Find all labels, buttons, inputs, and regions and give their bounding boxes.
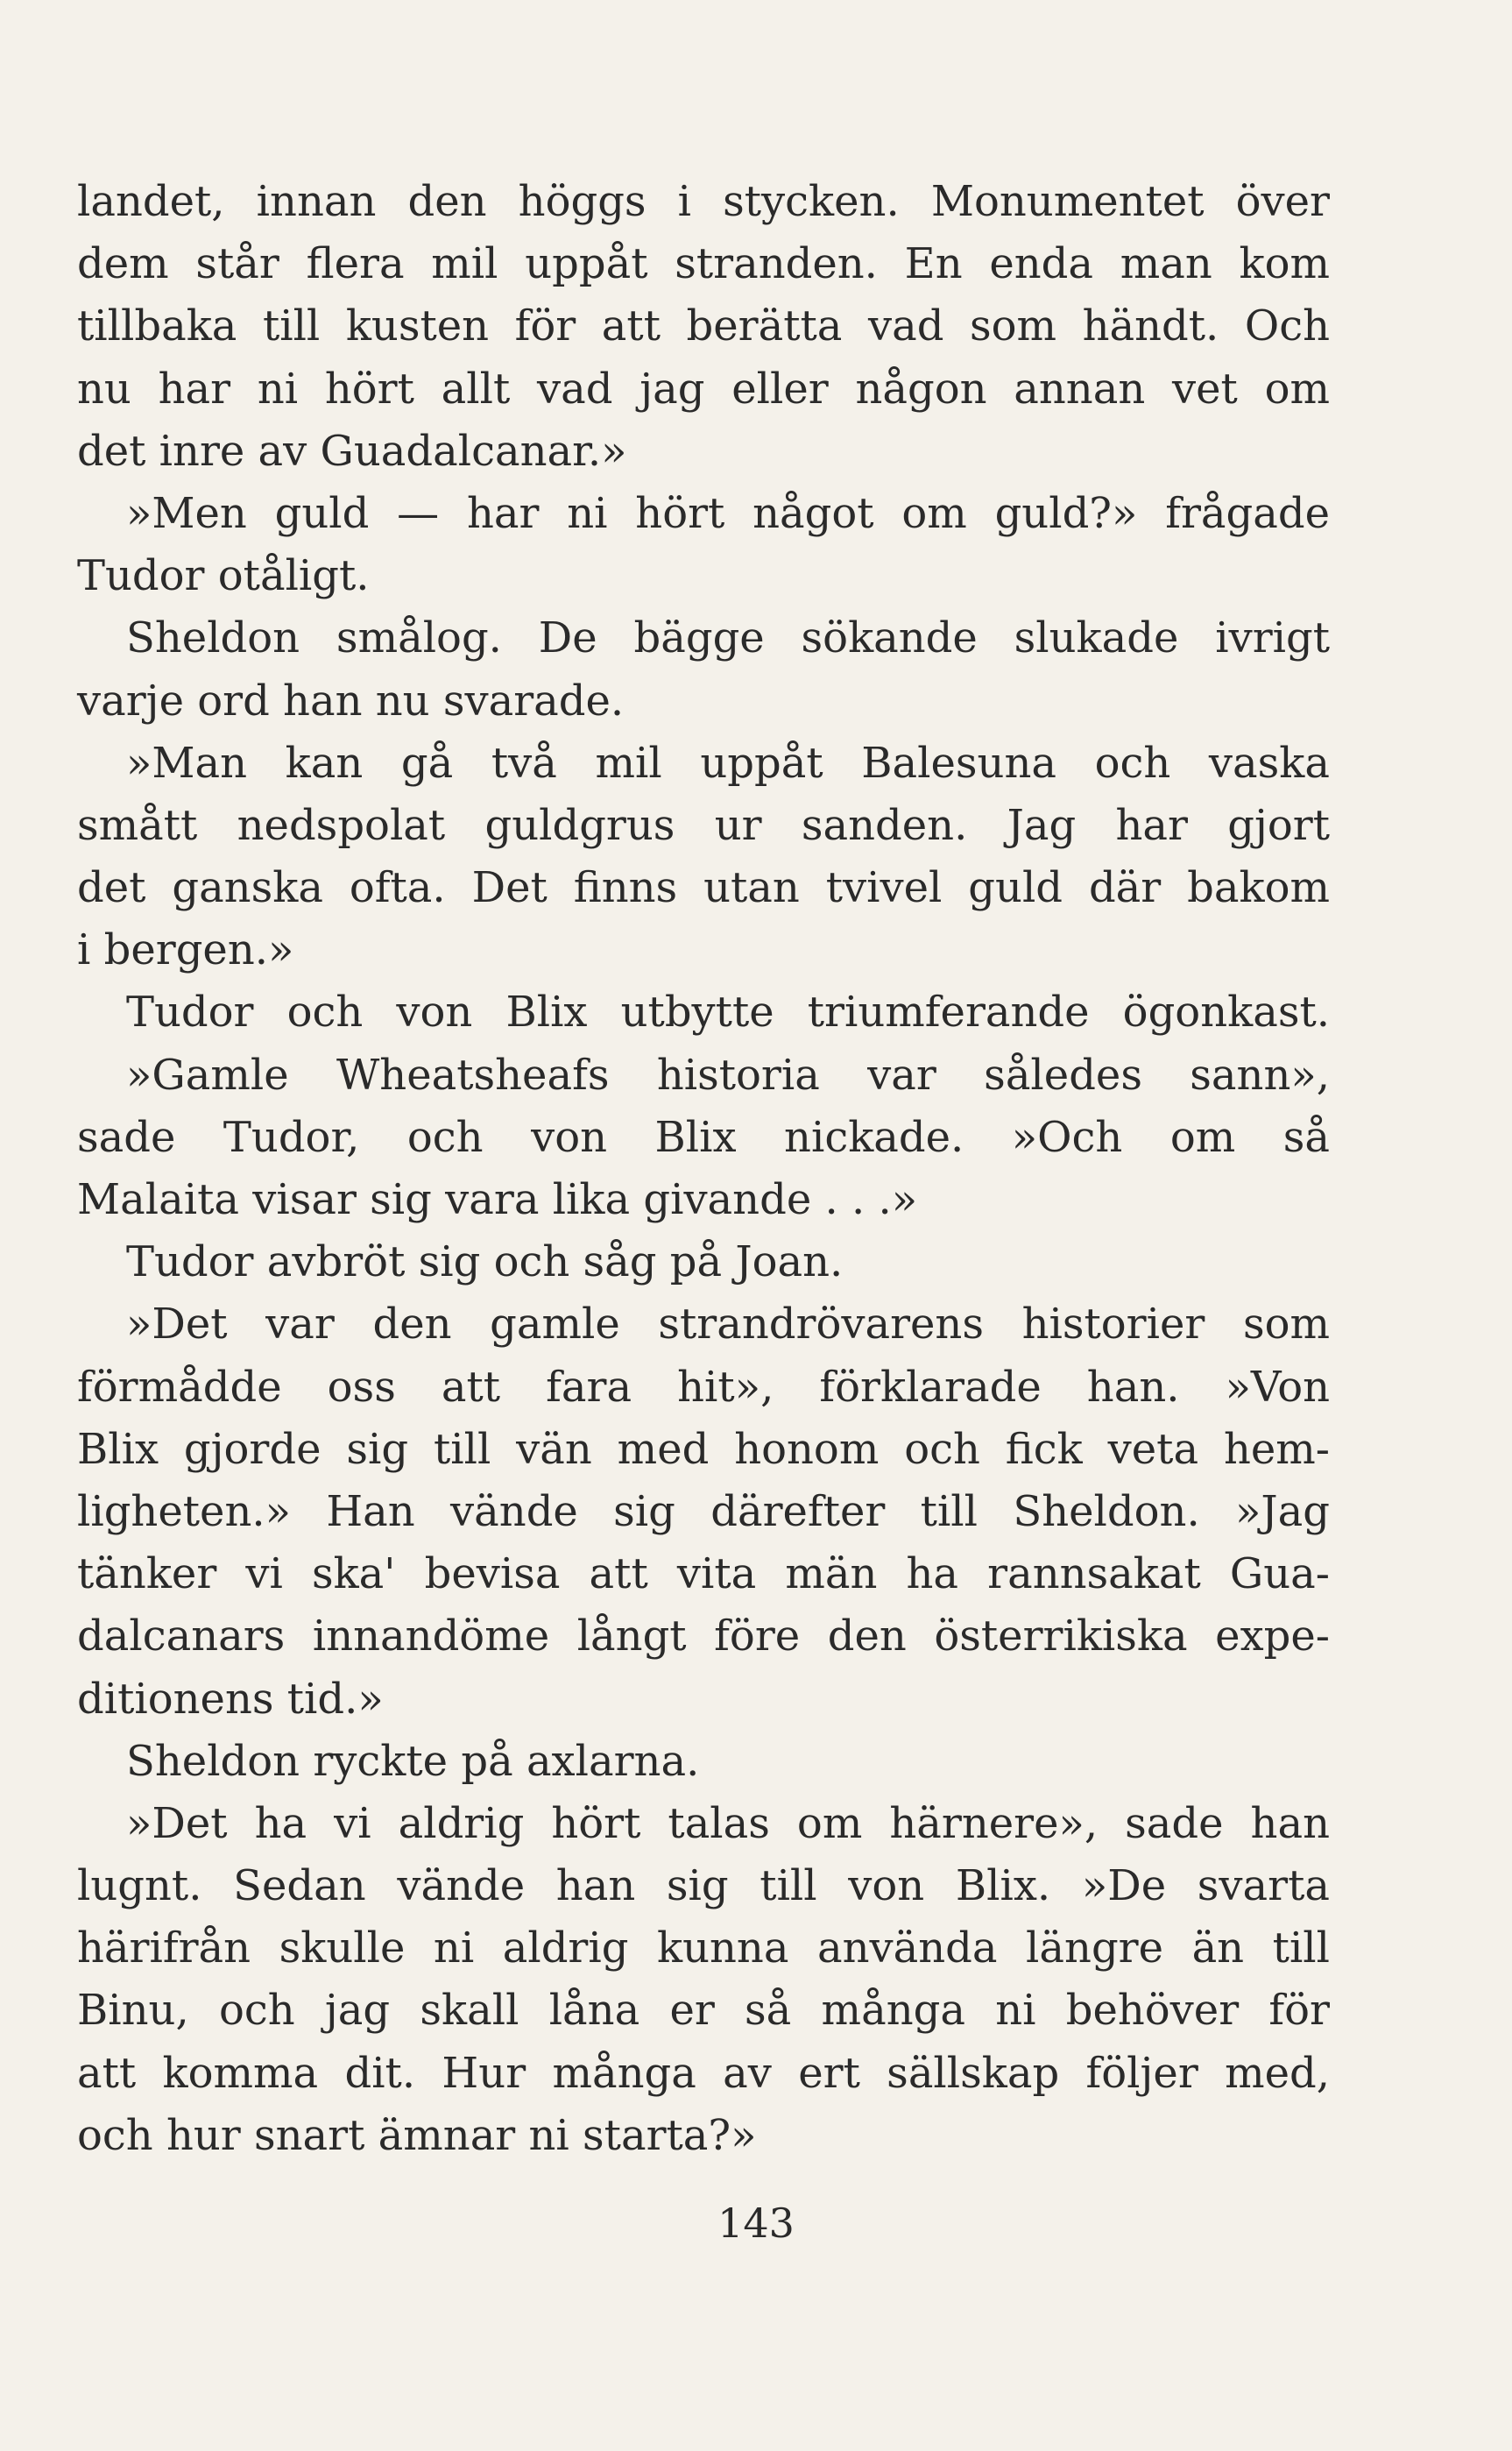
text-line: tänker vi ska' bevisa att vita män ha rannsakat Gua-: [77, 1549, 1330, 1599]
text-line: Malaita visar sig vara lika givande . . .»: [77, 1175, 918, 1224]
text-line: härifrån skulle ni aldrig kunna använda längre än till: [77, 1923, 1330, 1973]
text-line: »Men guld — har ni hört något om guld?» frågade: [126, 488, 1330, 538]
text-line: varje ord han nu svarade.: [77, 676, 625, 726]
text-line: Tudor och von Blix utbytte triumferande ögonkast.: [126, 988, 1330, 1038]
text-line: Sheldon smålog. De bägge sökande slukade ivrigt: [126, 613, 1330, 663]
text-line: »Gamle Wheatsheafs historia var således sann»,: [126, 1050, 1330, 1100]
text-line: Blix gjorde sig till vän med honom och fick veta hem-: [77, 1424, 1330, 1474]
text-line: att komma dit. Hur många av ert sällskap följer med,: [77, 2048, 1330, 2098]
text-line: det inre av Guadalcanar.»: [77, 426, 627, 476]
text-line: »Man kan gå två mil uppåt Balesuna och vaska: [126, 738, 1330, 788]
text-line: nu har ni hört allt vad jag eller någon annan vet om: [77, 364, 1330, 414]
text-line: Sheldon ryckte på axlarna.: [126, 1736, 700, 1786]
text-line: det ganska ofta. Det finns utan tvivel guld där bakom: [77, 863, 1330, 913]
text-line: och hur snart ämnar ni starta?»: [77, 2110, 757, 2160]
text-line: landet, innan den höggs i stycken. Monumentet över: [77, 177, 1330, 226]
text-line: ligheten.» Han vände sig därefter till Sheldon. »Jag: [77, 1486, 1330, 1536]
text-line: Tudor avbröt sig och såg på Joan.: [126, 1237, 844, 1287]
text-line: »Det ha vi aldrig hört talas om härnere», sade han: [126, 1798, 1330, 1848]
page-number: 143: [717, 2200, 795, 2247]
text-line: Binu, och jag skall låna er så många ni behöver för: [77, 1986, 1330, 2036]
text-line: dem står flera mil uppåt stranden. En enda man kom: [77, 239, 1330, 289]
text-line: tillbaka till kusten för att berätta vad som händt. Och: [77, 301, 1330, 351]
text-line: förmådde oss att fara hit», förklarade han. »Von: [77, 1362, 1330, 1412]
text-line: lugnt. Sedan vände han sig till von Blix. »De svarta: [77, 1861, 1330, 1911]
text-line: ditionens tid.»: [77, 1674, 384, 1724]
text-line: »Det var den gamle strandrövarens historier som: [126, 1300, 1330, 1349]
body-text: [77, 171, 1330, 2167]
text-line: dalcanars innandöme långt före den österrikiska expe-: [77, 1612, 1330, 1661]
text-line: sade Tudor, och von Blix nickade. »Och om så: [77, 1112, 1330, 1162]
text-line: i bergen.»: [77, 925, 294, 975]
text-line: Tudor otåligt.: [77, 551, 370, 601]
text-line: smått nedspolat guldgrus ur sanden. Jag har gjort: [77, 800, 1330, 850]
